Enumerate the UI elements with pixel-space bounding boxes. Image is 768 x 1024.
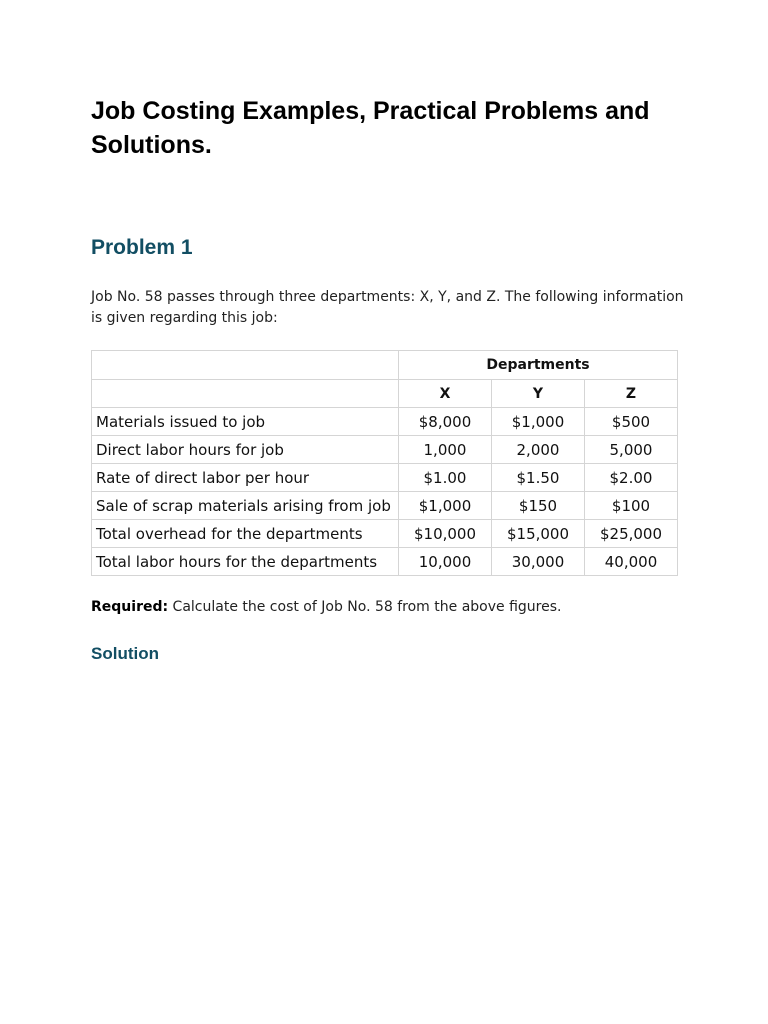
cell-x: $8,000	[399, 408, 492, 436]
row-label: Total labor hours for the departments	[92, 548, 399, 576]
column-header-x: X	[399, 380, 492, 408]
row-label: Materials issued to job	[92, 408, 399, 436]
cell-z: 5,000	[585, 436, 678, 464]
solution-heading: Solution	[91, 644, 159, 663]
table-corner-cell	[92, 380, 399, 408]
table-row	[92, 464, 678, 492]
cell-x: 1,000	[399, 436, 492, 464]
departments-header: Departments	[399, 351, 678, 380]
row-label: Direct labor hours for job	[92, 436, 399, 464]
cell-z: $2.00	[585, 464, 678, 492]
table-row	[92, 436, 678, 464]
cell-x: $10,000	[399, 520, 492, 548]
cell-y: $1,000	[492, 408, 585, 436]
cell-y: $150	[492, 492, 585, 520]
table-row	[92, 548, 678, 576]
cell-z: $25,000	[585, 520, 678, 548]
row-label: Sale of scrap materials arising from job	[92, 492, 399, 520]
page-title: Job Costing Examples, Practical Problems and Solutions.	[91, 97, 650, 159]
table-row	[92, 492, 678, 520]
table-row	[92, 520, 678, 548]
cell-y: 30,000	[492, 548, 585, 576]
cell-x: 10,000	[399, 548, 492, 576]
cell-x: $1.00	[399, 464, 492, 492]
required-statement	[91, 599, 561, 615]
cell-z: $100	[585, 492, 678, 520]
cell-z: $500	[585, 408, 678, 436]
required-label: Required:	[91, 599, 169, 615]
cell-y: 2,000	[492, 436, 585, 464]
required-text: Calculate the cost of Job No. 58 from the above figures.	[168, 599, 562, 615]
cell-y: $1.50	[492, 464, 585, 492]
cell-z: 40,000	[585, 548, 678, 576]
column-header-y: Y	[492, 380, 585, 408]
table-row	[92, 408, 678, 436]
job-data-table	[91, 350, 678, 576]
intro-paragraph: Job No. 58 passes through three departments: X, Y, and Z. The following information is given regarding this job:	[91, 289, 684, 326]
cell-y: $15,000	[492, 520, 585, 548]
column-header-z: Z	[585, 380, 678, 408]
row-label: Total overhead for the departments	[92, 520, 399, 548]
table-column-header-row	[92, 380, 678, 408]
table-corner-cell	[92, 351, 399, 380]
problem-heading: Problem 1	[91, 236, 193, 259]
table-group-header-row	[92, 351, 678, 380]
row-label: Rate of direct labor per hour	[92, 464, 399, 492]
cell-x: $1,000	[399, 492, 492, 520]
